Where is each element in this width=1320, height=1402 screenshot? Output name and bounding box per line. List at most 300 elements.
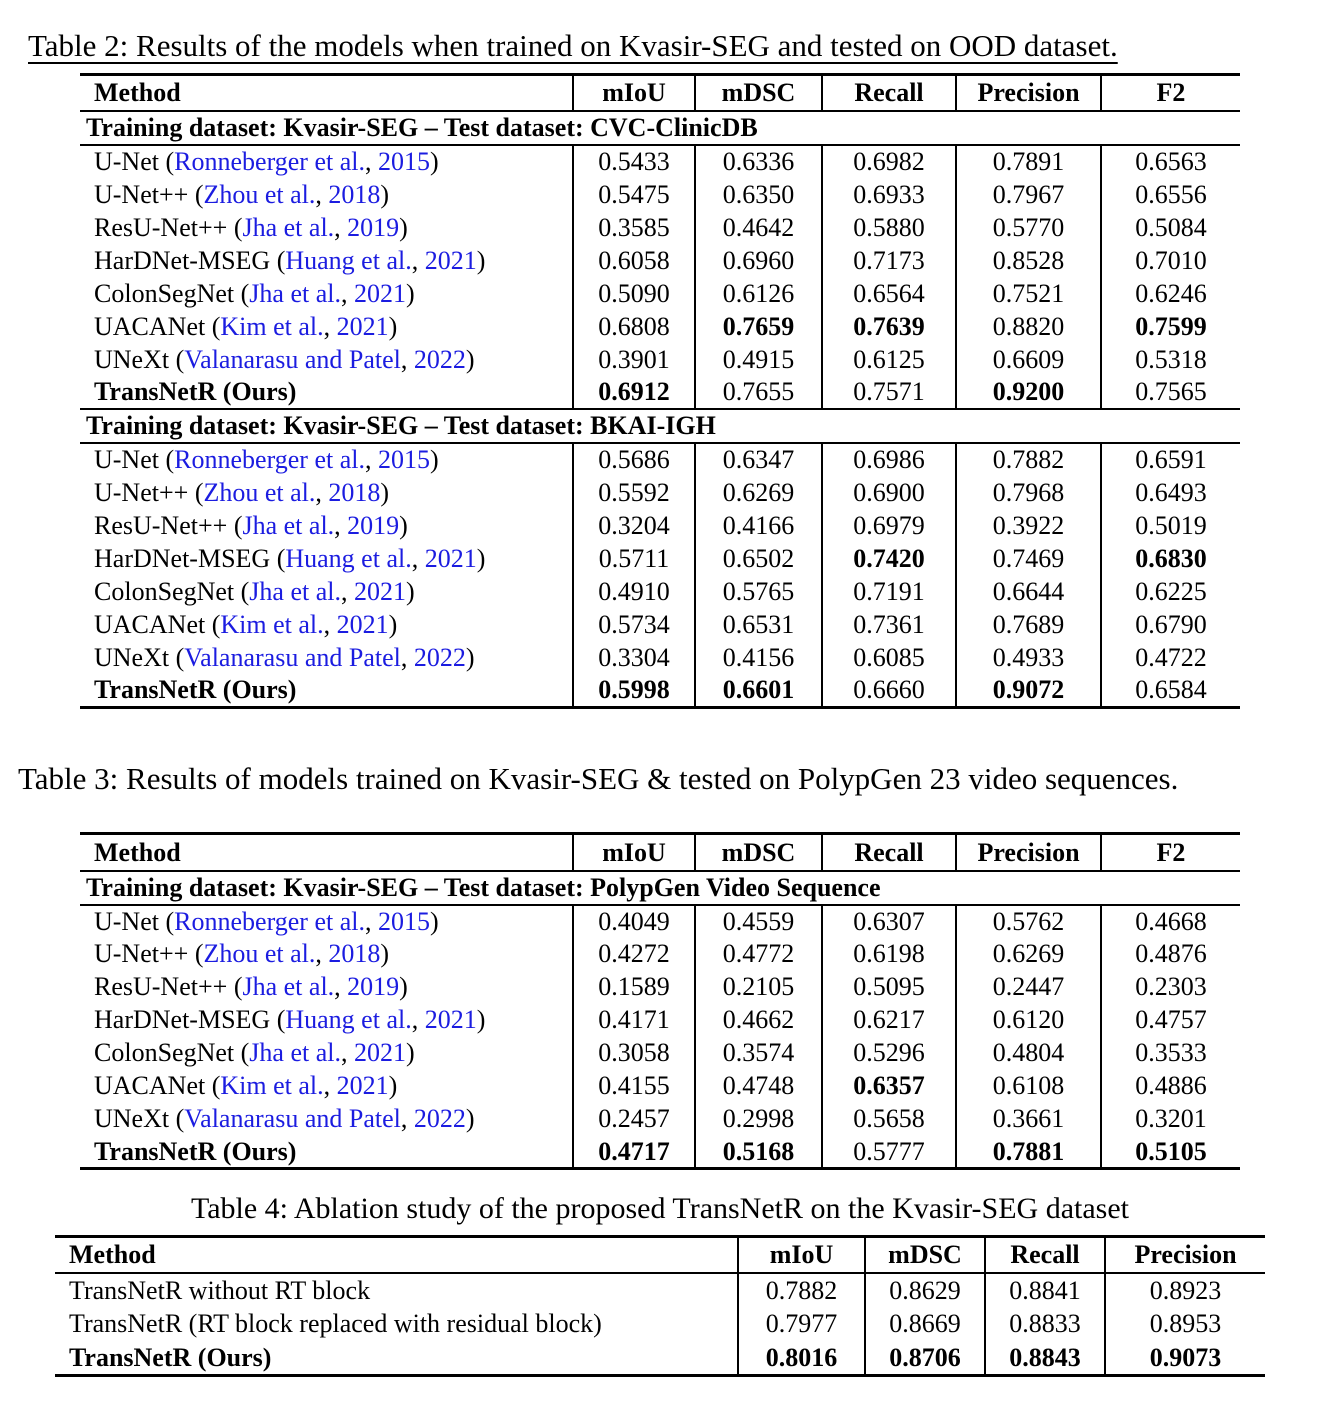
citation-link-authors[interactable]: Kim et al. [220, 1071, 324, 1101]
citation-comma: , [400, 642, 414, 672]
citation-comma: , [400, 344, 414, 374]
metric-value: 0.4272 [573, 938, 695, 971]
citation-link-authors[interactable]: Ronneberger et al. [174, 147, 365, 177]
metric-value: 0.6269 [695, 476, 822, 509]
metric-value: 0.6336 [695, 145, 822, 178]
table-row [80, 575, 1240, 608]
open-paren: ( [188, 477, 204, 507]
close-paren: ) [380, 179, 390, 209]
metric-value: 0.6830 [1101, 542, 1240, 575]
method-name: UACANet [94, 311, 206, 341]
citation-comma: , [315, 477, 329, 507]
metric-value: 0.9200 [956, 376, 1101, 409]
method-cell [80, 575, 573, 608]
metric-value: 0.7469 [956, 542, 1101, 575]
citation-link-year[interactable]: 2021 [353, 1038, 406, 1068]
citation-link-year[interactable]: 2021 [353, 278, 406, 308]
metric-value: 0.6601 [695, 674, 822, 707]
metric-value: 0.6933 [822, 178, 956, 211]
metric-value: 0.6350 [695, 178, 822, 211]
column-header-miou: mIoU [573, 834, 695, 871]
metric-value: 0.5770 [956, 211, 1101, 244]
method-cell [80, 674, 573, 707]
citation-comma: , [323, 1071, 337, 1101]
metric-value: 0.4642 [695, 211, 822, 244]
metric-value: 0.7010 [1101, 244, 1240, 277]
metric-value: 0.6912 [573, 376, 695, 409]
table-row [55, 1307, 1265, 1341]
citation-link-year[interactable]: 2018 [328, 477, 381, 507]
column-header-mdsc: mDSC [695, 74, 822, 111]
metric-value: 0.8629 [865, 1273, 985, 1307]
metric-value: 0.3058 [573, 1037, 695, 1070]
metric-value: 0.6563 [1101, 145, 1240, 178]
metric-value: 0.6198 [822, 938, 956, 971]
metric-value: 0.3585 [573, 211, 695, 244]
close-paren: ) [399, 972, 408, 1002]
close-paren: ) [405, 1038, 415, 1068]
open-paren: ( [169, 344, 185, 374]
open-paren: ( [270, 245, 286, 275]
open-paren: ( [169, 1104, 185, 1134]
method-name: ColonSegNet [94, 278, 235, 308]
metric-value: 0.6307 [822, 905, 956, 938]
method-cell [55, 1307, 738, 1341]
metric-value: 0.6591 [1101, 443, 1240, 476]
method-cell [80, 376, 573, 409]
metric-value: 0.5762 [956, 905, 1101, 938]
method-name: UACANet [94, 1071, 206, 1101]
citation-comma: , [340, 278, 354, 308]
metric-value: 0.5475 [573, 178, 695, 211]
close-paren: ) [388, 609, 398, 639]
close-paren: ) [476, 543, 486, 573]
citation-link-year[interactable]: 2021 [353, 576, 406, 606]
method-name: U-Net++ [94, 477, 189, 507]
metric-value: 0.5168 [695, 1136, 822, 1169]
metric-value: 0.6609 [956, 343, 1101, 376]
citation-comma: , [365, 445, 378, 475]
citation-link-authors[interactable]: Huang et al. [285, 245, 412, 275]
metric-value: 0.7639 [822, 310, 956, 343]
metric-value: 0.7565 [1101, 376, 1240, 409]
metric-value: 0.6493 [1101, 476, 1240, 509]
metric-value: 0.4933 [956, 641, 1101, 674]
citation-comma: , [315, 939, 329, 969]
citation-link-authors[interactable]: Zhou et al. [203, 179, 316, 209]
citation-link-authors[interactable]: Valanarasu and Patel [184, 344, 401, 374]
metric-value: 0.7361 [822, 608, 956, 641]
column-header-row [55, 1236, 1265, 1273]
metric-value: 0.7655 [695, 376, 822, 409]
metric-value: 0.5734 [573, 608, 695, 641]
citation-link-authors[interactable]: Kim et al. [220, 311, 324, 341]
citation-link-authors[interactable]: Jha et al. [249, 278, 341, 308]
metric-value: 0.7881 [956, 1136, 1101, 1169]
metric-value: 0.6120 [956, 1004, 1101, 1037]
metric-value: 0.7977 [738, 1307, 865, 1341]
method-name: UNeXt [94, 344, 170, 374]
method-cell [80, 1004, 573, 1037]
citation-link-authors[interactable]: Zhou et al. [203, 477, 316, 507]
citation-link-authors[interactable]: Huang et al. [285, 543, 412, 573]
metric-value: 0.5019 [1101, 509, 1240, 542]
metric-value: 0.4772 [695, 938, 822, 971]
column-header-precision: Precision [956, 74, 1101, 111]
metric-value: 0.2105 [695, 971, 822, 1004]
metric-value: 0.2447 [956, 971, 1101, 1004]
metric-value: 0.6644 [956, 575, 1101, 608]
table-row [80, 674, 1240, 707]
metric-value: 0.4668 [1101, 905, 1240, 938]
method-cell [80, 1103, 573, 1136]
citation-comma: , [340, 576, 354, 606]
close-paren: ) [430, 445, 439, 475]
metric-value: 0.4886 [1101, 1070, 1240, 1103]
metric-value: 0.6108 [956, 1070, 1101, 1103]
method-cell [80, 178, 573, 211]
metric-value: 0.9073 [1105, 1341, 1265, 1375]
metric-value: 0.5777 [822, 1136, 956, 1169]
metric-value: 0.3901 [573, 343, 695, 376]
citation-link-authors[interactable]: Huang et al. [285, 1005, 412, 1035]
column-header-miou: mIoU [573, 74, 695, 111]
table-row [80, 1004, 1240, 1037]
table-row [80, 178, 1240, 211]
method-name: ColonSegNet [94, 1038, 235, 1068]
table4-caption: Table 4: Ablation study of the proposed TransNetR on the Kvasir-SEG dataset [190, 1192, 1129, 1226]
method-name: ResU-Net++ [94, 510, 228, 540]
metric-value: 0.8528 [956, 244, 1101, 277]
method-cell [80, 310, 573, 343]
metric-value: 0.4171 [573, 1004, 695, 1037]
column-header-method: Method [55, 1236, 738, 1273]
citation-link-authors[interactable]: Jha et al. [249, 1038, 341, 1068]
column-header-mdsc: mDSC [865, 1236, 985, 1273]
citation-comma: , [411, 245, 425, 275]
metric-value: 0.2303 [1101, 971, 1240, 1004]
open-paren: ( [188, 939, 204, 969]
open-paren: ( [227, 212, 243, 242]
metric-value: 0.6790 [1101, 608, 1240, 641]
metric-value: 0.6531 [695, 608, 822, 641]
open-paren: ( [227, 972, 243, 1002]
citation-link-authors[interactable]: Valanarasu and Patel [184, 1104, 401, 1134]
metric-value: 0.6126 [695, 277, 822, 310]
close-paren: ) [476, 245, 486, 275]
metric-value: 0.6564 [822, 277, 956, 310]
table3-polypgen-results [80, 832, 1240, 1170]
column-header-recall: Recall [985, 1236, 1105, 1273]
table2-caption: Table 2: Results of the models when trained on Kvasir-SEG and tested on OOD dataset. [28, 28, 1118, 63]
metric-value: 0.7891 [956, 145, 1101, 178]
metric-value: 0.7521 [956, 277, 1101, 310]
citation-link-year[interactable]: 2021 [424, 245, 477, 275]
metric-value: 0.8923 [1105, 1273, 1265, 1307]
metric-value: 0.3304 [573, 641, 695, 674]
metric-value: 0.6986 [822, 443, 956, 476]
citation-comma: , [334, 212, 348, 242]
metric-value: 0.3201 [1101, 1103, 1240, 1136]
citation-link-year[interactable]: 2015 [378, 147, 430, 177]
column-header-precision: Precision [956, 834, 1101, 871]
column-header-recall: Recall [822, 74, 956, 111]
metric-value: 0.4166 [695, 509, 822, 542]
metric-value: 0.3661 [956, 1103, 1101, 1136]
method-name: U-Net++ [94, 179, 189, 209]
metric-value: 0.5711 [573, 542, 695, 575]
open-paren: ( [227, 510, 243, 540]
table-row [80, 1136, 1240, 1169]
metric-value: 0.4748 [695, 1070, 822, 1103]
dataset-section-row [80, 871, 1240, 905]
method-cell [80, 211, 573, 244]
citation-comma: , [334, 510, 348, 540]
method-cell [80, 145, 573, 178]
method-cell [80, 277, 573, 310]
method-name: U-Net [94, 147, 159, 177]
metric-value: 0.2457 [573, 1103, 695, 1136]
metric-value: 0.7967 [956, 178, 1101, 211]
metric-value: 0.5433 [573, 145, 695, 178]
metric-value: 0.5880 [822, 211, 956, 244]
metric-value: 0.8016 [738, 1341, 865, 1375]
metric-value: 0.6085 [822, 641, 956, 674]
citation-comma: , [334, 972, 348, 1002]
metric-value: 0.1589 [573, 971, 695, 1004]
column-header-f2: F2 [1101, 74, 1240, 111]
table-row [80, 211, 1240, 244]
metric-value: 0.6660 [822, 674, 956, 707]
citation-link-year[interactable]: 2015 [378, 906, 430, 936]
table-row [80, 905, 1240, 938]
metric-value: 0.5318 [1101, 343, 1240, 376]
dataset-section-row [80, 111, 1240, 145]
method-cell [80, 938, 573, 971]
table-row [80, 277, 1240, 310]
close-paren: ) [476, 1005, 486, 1035]
method-name: ResU-Net++ [94, 212, 228, 242]
table2-ood-results [80, 73, 1240, 709]
table-row [55, 1273, 1265, 1307]
metric-value: 0.6556 [1101, 178, 1240, 211]
metric-value: 0.8953 [1105, 1307, 1265, 1341]
metric-value: 0.8843 [985, 1341, 1105, 1375]
metric-value: 0.4559 [695, 905, 822, 938]
metric-value: 0.5658 [822, 1103, 956, 1136]
citation-link-authors[interactable]: Jha et al. [249, 576, 341, 606]
citation-link-authors[interactable]: Jha et al. [242, 510, 335, 540]
citation-link-year[interactable]: 2019 [347, 212, 400, 242]
close-paren: ) [405, 576, 415, 606]
column-header-method: Method [80, 74, 573, 111]
citation-link-year[interactable]: 2021 [336, 311, 389, 341]
metric-value: 0.5105 [1101, 1136, 1240, 1169]
metric-value: 0.4876 [1101, 938, 1240, 971]
method-name: HarDNet-MSEG [94, 543, 271, 573]
method-name: HarDNet-MSEG [94, 245, 271, 275]
method-cell [55, 1341, 738, 1375]
open-paren: ( [234, 1038, 250, 1068]
method-name: UNeXt [94, 1104, 170, 1134]
citation-comma: , [365, 147, 378, 177]
metric-value: 0.5095 [822, 971, 956, 1004]
method-name: TransNetR (Ours) [69, 1342, 272, 1372]
citation-comma: , [323, 311, 337, 341]
method-name: UACANet [94, 609, 206, 639]
metric-value: 0.8820 [956, 310, 1101, 343]
citation-link-year[interactable]: 2021 [336, 609, 389, 639]
citation-link-year[interactable]: 2021 [424, 543, 477, 573]
metric-value: 0.3922 [956, 509, 1101, 542]
column-header-miou: mIoU [738, 1236, 865, 1273]
dataset-section-header: Training dataset: Kvasir-SEG – Test dataset: PolypGen Video Sequence [80, 871, 1240, 905]
table-row [80, 641, 1240, 674]
metric-value: 0.6584 [1101, 674, 1240, 707]
citation-link-year[interactable]: 2022 [413, 1104, 466, 1134]
table-row [80, 145, 1240, 178]
method-name: U-Net [94, 445, 159, 475]
open-paren: ( [205, 1071, 221, 1101]
citation-link-year[interactable]: 2015 [378, 445, 430, 475]
metric-value: 0.4717 [573, 1136, 695, 1169]
method-cell [80, 443, 573, 476]
open-paren: ( [169, 642, 185, 672]
metric-value: 0.6058 [573, 244, 695, 277]
close-paren: ) [405, 278, 415, 308]
citation-link-authors[interactable]: Kim et al. [220, 609, 324, 639]
table-row [55, 1341, 1265, 1375]
citation-link-year[interactable]: 2018 [328, 179, 381, 209]
metric-value: 0.6125 [822, 343, 956, 376]
metric-value: 0.7659 [695, 310, 822, 343]
table-row [80, 244, 1240, 277]
citation-comma: , [315, 179, 329, 209]
open-paren: ( [234, 576, 250, 606]
method-name: TransNetR (Ours) [94, 377, 297, 407]
table-row [80, 938, 1240, 971]
metric-value: 0.4757 [1101, 1004, 1240, 1037]
dataset-section-row [80, 409, 1240, 443]
metric-value: 0.9072 [956, 674, 1101, 707]
metric-value: 0.5592 [573, 476, 695, 509]
open-paren: ( [205, 609, 221, 639]
open-paren: ( [158, 445, 175, 475]
close-paren: ) [430, 906, 439, 936]
metric-value: 0.7599 [1101, 310, 1240, 343]
metric-value: 0.3533 [1101, 1037, 1240, 1070]
metric-value: 0.7173 [822, 244, 956, 277]
citation-link-year[interactable]: 2018 [328, 939, 381, 969]
column-header-method: Method [80, 834, 573, 871]
table-row [80, 509, 1240, 542]
table4-ablation-study [55, 1235, 1265, 1377]
open-paren: ( [270, 1005, 286, 1035]
citation-link-year[interactable]: 2022 [413, 642, 466, 672]
metric-value: 0.8833 [985, 1307, 1105, 1341]
citation-comma: , [365, 906, 378, 936]
method-cell [80, 244, 573, 277]
column-header-mdsc: mDSC [695, 834, 822, 871]
close-paren: ) [465, 642, 475, 672]
method-cell [80, 608, 573, 641]
metric-value: 0.3574 [695, 1037, 822, 1070]
table-row [80, 608, 1240, 641]
metric-value: 0.4662 [695, 1004, 822, 1037]
open-paren: ( [270, 543, 286, 573]
table3-caption: Table 3: Results of models trained on Kvasir-SEG & tested on PolypGen 23 video sequences. [18, 760, 1179, 796]
method-cell [80, 971, 573, 1004]
metric-value: 0.7968 [956, 476, 1101, 509]
method-cell [80, 509, 573, 542]
citation-link-year[interactable]: 2021 [424, 1005, 477, 1035]
citation-link-year[interactable]: 2021 [336, 1071, 389, 1101]
metric-value: 0.4155 [573, 1070, 695, 1103]
method-name: U-Net [94, 906, 159, 936]
citation-comma: , [340, 1038, 354, 1068]
metric-value: 0.5998 [573, 674, 695, 707]
method-cell [80, 1136, 573, 1169]
metric-value: 0.6269 [956, 938, 1101, 971]
citation-link-authors[interactable]: Ronneberger et al. [174, 445, 365, 475]
citation-link-authors[interactable]: Ronneberger et al. [174, 906, 365, 936]
metric-value: 0.8841 [985, 1273, 1105, 1307]
metric-value: 0.6982 [822, 145, 956, 178]
metric-value: 0.6979 [822, 509, 956, 542]
method-cell [80, 542, 573, 575]
method-name: TransNetR (Ours) [94, 1136, 297, 1166]
table-row [80, 1070, 1240, 1103]
table-row [80, 971, 1240, 1004]
open-paren: ( [158, 147, 175, 177]
citation-link-year[interactable]: 2019 [347, 972, 400, 1002]
method-name: ResU-Net++ [94, 972, 228, 1002]
metric-value: 0.6808 [573, 310, 695, 343]
table-row [80, 1037, 1240, 1070]
close-paren: ) [380, 477, 390, 507]
dataset-section-header: Training dataset: Kvasir-SEG – Test dataset: BKAI-IGH [80, 409, 1240, 443]
citation-link-authors[interactable]: Valanarasu and Patel [184, 642, 401, 672]
metric-value: 0.6246 [1101, 277, 1240, 310]
citation-link-year[interactable]: 2022 [413, 344, 466, 374]
metric-value: 0.6960 [695, 244, 822, 277]
citation-comma: , [400, 1104, 414, 1134]
metric-value: 0.6502 [695, 542, 822, 575]
metric-value: 0.5686 [573, 443, 695, 476]
close-paren: ) [388, 311, 398, 341]
column-header-f2: F2 [1101, 834, 1240, 871]
citation-comma: , [411, 1005, 425, 1035]
citation-link-authors[interactable]: Jha et al. [242, 212, 335, 242]
metric-value: 0.2998 [695, 1103, 822, 1136]
table-row [80, 310, 1240, 343]
citation-link-year[interactable]: 2019 [347, 510, 400, 540]
citation-link-authors[interactable]: Jha et al. [242, 972, 335, 1002]
method-cell [80, 641, 573, 674]
method-cell [80, 1070, 573, 1103]
metric-value: 0.4915 [695, 343, 822, 376]
open-paren: ( [234, 278, 250, 308]
citation-link-authors[interactable]: Zhou et al. [203, 939, 316, 969]
metric-value: 0.8669 [865, 1307, 985, 1341]
open-paren: ( [158, 906, 175, 936]
method-cell [80, 343, 573, 376]
metric-value: 0.6217 [822, 1004, 956, 1037]
method-name: UNeXt [94, 642, 170, 672]
method-cell [80, 905, 573, 938]
close-paren: ) [430, 147, 439, 177]
metric-value: 0.5084 [1101, 211, 1240, 244]
